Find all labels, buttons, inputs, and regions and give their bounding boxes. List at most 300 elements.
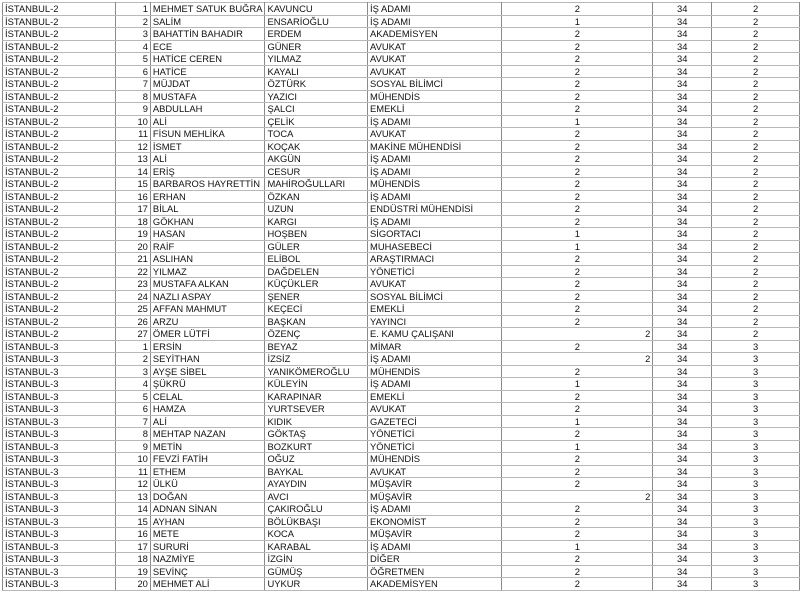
cell-list-number: 16 bbox=[116, 528, 150, 541]
table-row bbox=[3, 253, 800, 266]
cell-value-b: 34 bbox=[653, 528, 712, 541]
cell-value-c: 2 bbox=[712, 228, 800, 241]
cell-district: İSTANBUL-3 bbox=[3, 565, 116, 578]
cell-last-name: UZUN bbox=[265, 203, 368, 216]
cell-value-c: 2 bbox=[712, 215, 800, 228]
cell-first-name: BAHATTİN BAHADIR bbox=[150, 28, 265, 41]
cell-first-name: YILMAZ bbox=[150, 265, 265, 278]
cell-first-name: MUSTAFA ALKAN bbox=[150, 278, 265, 291]
cell-first-name: ASLIHAN bbox=[150, 253, 265, 266]
table-body bbox=[3, 3, 800, 591]
cell-value-c: 2 bbox=[712, 3, 800, 16]
cell-value-a: 2 bbox=[502, 78, 653, 91]
cell-value-a: 2 bbox=[502, 578, 653, 591]
cell-value-a: 2 bbox=[502, 165, 653, 178]
cell-last-name: HOŞBEN bbox=[265, 228, 368, 241]
cell-profession: ARAŞTIRMACI bbox=[368, 253, 502, 266]
table-row bbox=[3, 515, 800, 528]
cell-district: İSTANBUL-2 bbox=[3, 315, 116, 328]
cell-value-c: 3 bbox=[712, 428, 800, 441]
cell-profession: MÜHENDİS bbox=[368, 178, 502, 191]
cell-value-b: 34 bbox=[653, 190, 712, 203]
cell-list-number: 7 bbox=[116, 415, 150, 428]
cell-list-number: 18 bbox=[116, 553, 150, 566]
cell-value-c: 2 bbox=[712, 328, 800, 341]
cell-value-c: 2 bbox=[712, 40, 800, 53]
cell-last-name: KARAPINAR bbox=[265, 390, 368, 403]
table-row bbox=[3, 140, 800, 153]
cell-value-b: 34 bbox=[653, 478, 712, 491]
cell-value-b: 34 bbox=[653, 103, 712, 116]
cell-list-number: 14 bbox=[116, 165, 150, 178]
cell-value-a: 2 bbox=[502, 515, 653, 528]
cell-value-c: 2 bbox=[712, 265, 800, 278]
cell-first-name: SURURİ bbox=[150, 540, 265, 553]
cell-profession: SİGORTACI bbox=[368, 228, 502, 241]
cell-value-a: 1 bbox=[502, 540, 653, 553]
table-row bbox=[3, 503, 800, 516]
cell-district: İSTANBUL-2 bbox=[3, 153, 116, 166]
cell-first-name: AYŞE SİBEL bbox=[150, 365, 265, 378]
cell-value-a: 2 bbox=[502, 153, 653, 166]
cell-last-name: ŞENER bbox=[265, 290, 368, 303]
cell-last-name: DAĞDELEN bbox=[265, 265, 368, 278]
cell-district: İSTANBUL-2 bbox=[3, 253, 116, 266]
cell-last-name: ÇAKIROĞLU bbox=[265, 503, 368, 516]
cell-value-b: 34 bbox=[653, 90, 712, 103]
cell-district: İSTANBUL-3 bbox=[3, 453, 116, 466]
cell-value-c: 2 bbox=[712, 115, 800, 128]
cell-value-a: 2 bbox=[502, 90, 653, 103]
cell-list-number: 23 bbox=[116, 278, 150, 291]
cell-value-b: 34 bbox=[653, 40, 712, 53]
cell-district: İSTANBUL-2 bbox=[3, 15, 116, 28]
cell-profession: AKADEMİSYEN bbox=[368, 28, 502, 41]
cell-last-name: KIDIK bbox=[265, 415, 368, 428]
cell-profession: MAKİNE MÜHENDİSİ bbox=[368, 140, 502, 153]
cell-district: İSTANBUL-3 bbox=[3, 503, 116, 516]
cell-profession: AVUKAT bbox=[368, 128, 502, 141]
cell-first-name: ERİŞ bbox=[150, 165, 265, 178]
cell-last-name: İZGİN bbox=[265, 553, 368, 566]
table-row bbox=[3, 578, 800, 591]
cell-list-number: 3 bbox=[116, 365, 150, 378]
cell-value-b: 34 bbox=[653, 65, 712, 78]
cell-list-number: 15 bbox=[116, 178, 150, 191]
cell-value-c: 2 bbox=[712, 28, 800, 41]
cell-profession: MÜŞAVİR bbox=[368, 528, 502, 541]
cell-last-name: GÜMÜŞ bbox=[265, 565, 368, 578]
table-row bbox=[3, 278, 800, 291]
cell-first-name: MEHTAP NAZAN bbox=[150, 428, 265, 441]
cell-first-name: ALİ bbox=[150, 415, 265, 428]
cell-list-number: 10 bbox=[116, 453, 150, 466]
cell-profession: E. KAMU ÇALIŞANI bbox=[368, 328, 502, 341]
cell-list-number: 15 bbox=[116, 515, 150, 528]
cell-district: İSTANBUL-2 bbox=[3, 303, 116, 316]
cell-last-name: ELİBOL bbox=[265, 253, 368, 266]
cell-first-name: SALİM bbox=[150, 15, 265, 28]
cell-last-name: ÖZKAN bbox=[265, 190, 368, 203]
cell-value-c: 3 bbox=[712, 378, 800, 391]
table-row bbox=[3, 228, 800, 241]
cell-profession: YÖNETİCİ bbox=[368, 440, 502, 453]
cell-district: İSTANBUL-2 bbox=[3, 290, 116, 303]
cell-value-c: 3 bbox=[712, 403, 800, 416]
cell-district: İSTANBUL-2 bbox=[3, 203, 116, 216]
cell-value-b: 34 bbox=[653, 228, 712, 241]
cell-profession: MÜŞAVİR bbox=[368, 490, 502, 503]
cell-value-b: 34 bbox=[653, 578, 712, 591]
cell-last-name: KEÇECİ bbox=[265, 303, 368, 316]
cell-last-name: UYKUR bbox=[265, 578, 368, 591]
cell-first-name: BARBAROS HAYRETTİN bbox=[150, 178, 265, 191]
cell-first-name: ETHEM bbox=[150, 465, 265, 478]
cell-profession: AVUKAT bbox=[368, 40, 502, 53]
cell-value-b: 34 bbox=[653, 128, 712, 141]
table-row bbox=[3, 440, 800, 453]
table-row bbox=[3, 415, 800, 428]
table-row bbox=[3, 153, 800, 166]
cell-first-name: ŞÜKRÜ bbox=[150, 378, 265, 391]
cell-value-a: 2 bbox=[502, 315, 653, 328]
cell-last-name: ÖZTÜRK bbox=[265, 78, 368, 91]
cell-first-name: SEVİNÇ bbox=[150, 565, 265, 578]
cell-first-name: DOĞAN bbox=[150, 490, 265, 503]
cell-district: İSTANBUL-2 bbox=[3, 40, 116, 53]
cell-value-a: 2 bbox=[502, 103, 653, 116]
cell-first-name: FEVZİ FATİH bbox=[150, 453, 265, 466]
cell-district: İSTANBUL-3 bbox=[3, 540, 116, 553]
cell-value-b: 34 bbox=[653, 453, 712, 466]
cell-profession: İŞ ADAMI bbox=[368, 353, 502, 366]
cell-value-a: 2 bbox=[502, 340, 653, 353]
cell-list-number: 9 bbox=[116, 103, 150, 116]
cell-last-name: KÜÇÜKLER bbox=[265, 278, 368, 291]
cell-district: İSTANBUL-3 bbox=[3, 553, 116, 566]
cell-value-c: 3 bbox=[712, 515, 800, 528]
table-row bbox=[3, 165, 800, 178]
cell-list-number: 14 bbox=[116, 503, 150, 516]
cell-list-number: 11 bbox=[116, 128, 150, 141]
cell-value-b: 34 bbox=[653, 465, 712, 478]
cell-profession: ENDÜSTRİ MÜHENDİSİ bbox=[368, 203, 502, 216]
cell-value-b: 34 bbox=[653, 365, 712, 378]
cell-first-name: ECE bbox=[150, 40, 265, 53]
cell-profession: EMEKLİ bbox=[368, 390, 502, 403]
cell-value-b: 34 bbox=[653, 253, 712, 266]
cell-district: İSTANBUL-2 bbox=[3, 78, 116, 91]
cell-value-c: 2 bbox=[712, 178, 800, 191]
cell-list-number: 17 bbox=[116, 540, 150, 553]
cell-value-b: 34 bbox=[653, 303, 712, 316]
cell-value-c: 3 bbox=[712, 540, 800, 553]
cell-value-a: 2 bbox=[502, 278, 653, 291]
cell-value-b: 34 bbox=[653, 503, 712, 516]
cell-last-name: MAHİROĞULLARI bbox=[265, 178, 368, 191]
cell-profession: AVUKAT bbox=[368, 65, 502, 78]
table-row bbox=[3, 78, 800, 91]
cell-last-name: TOCA bbox=[265, 128, 368, 141]
table-row bbox=[3, 115, 800, 128]
table-row bbox=[3, 240, 800, 253]
cell-first-name: ARZU bbox=[150, 315, 265, 328]
cell-district: İSTANBUL-2 bbox=[3, 228, 116, 241]
cell-last-name: AKGÜN bbox=[265, 153, 368, 166]
table-row bbox=[3, 290, 800, 303]
cell-value-c: 2 bbox=[712, 65, 800, 78]
cell-profession: İŞ ADAMI bbox=[368, 215, 502, 228]
cell-profession: İŞ ADAMI bbox=[368, 190, 502, 203]
cell-list-number: 3 bbox=[116, 28, 150, 41]
cell-list-number: 8 bbox=[116, 428, 150, 441]
cell-value-c: 3 bbox=[712, 390, 800, 403]
cell-list-number: 6 bbox=[116, 403, 150, 416]
cell-value-c: 2 bbox=[712, 53, 800, 66]
cell-district: İSTANBUL-3 bbox=[3, 440, 116, 453]
table-row bbox=[3, 565, 800, 578]
cell-district: İSTANBUL-3 bbox=[3, 490, 116, 503]
cell-district: İSTANBUL-2 bbox=[3, 140, 116, 153]
cell-first-name: MEHMET ALİ bbox=[150, 578, 265, 591]
cell-profession: YÖNETİCİ bbox=[368, 265, 502, 278]
cell-value-a: 1 bbox=[502, 15, 653, 28]
table-row bbox=[3, 340, 800, 353]
cell-last-name: İZSİZ bbox=[265, 353, 368, 366]
cell-list-number: 20 bbox=[116, 240, 150, 253]
cell-value-a: 2 bbox=[502, 490, 653, 503]
cell-first-name: BİLAL bbox=[150, 203, 265, 216]
cell-district: İSTANBUL-2 bbox=[3, 53, 116, 66]
cell-last-name: BOZKURT bbox=[265, 440, 368, 453]
cell-district: İSTANBUL-3 bbox=[3, 340, 116, 353]
cell-district: İSTANBUL-3 bbox=[3, 428, 116, 441]
cell-profession: MÜHENDİS bbox=[368, 365, 502, 378]
table-row bbox=[3, 453, 800, 466]
table-row bbox=[3, 540, 800, 553]
cell-value-b: 34 bbox=[653, 403, 712, 416]
cell-last-name: KOCA bbox=[265, 528, 368, 541]
cell-first-name: MÜJDAT bbox=[150, 78, 265, 91]
cell-value-a: 1 bbox=[502, 115, 653, 128]
cell-profession: YAYINCI bbox=[368, 315, 502, 328]
cell-profession: MÜHENDİS bbox=[368, 453, 502, 466]
cell-profession: AVUKAT bbox=[368, 53, 502, 66]
cell-value-c: 2 bbox=[712, 153, 800, 166]
cell-last-name: YANIKÖMEROĞLU bbox=[265, 365, 368, 378]
cell-first-name: GÖKHAN bbox=[150, 215, 265, 228]
cell-value-b: 34 bbox=[653, 153, 712, 166]
cell-district: İSTANBUL-2 bbox=[3, 165, 116, 178]
cell-first-name: RAİF bbox=[150, 240, 265, 253]
cell-profession: EKONOMİST bbox=[368, 515, 502, 528]
cell-value-c: 3 bbox=[712, 365, 800, 378]
cell-profession: MÜŞAVİR bbox=[368, 478, 502, 491]
cell-list-number: 21 bbox=[116, 253, 150, 266]
cell-value-c: 2 bbox=[712, 90, 800, 103]
cell-profession: SOSYAL BİLİMCİ bbox=[368, 78, 502, 91]
cell-district: İSTANBUL-2 bbox=[3, 65, 116, 78]
cell-last-name: KÜLEYİN bbox=[265, 378, 368, 391]
table-row bbox=[3, 428, 800, 441]
cell-value-b: 34 bbox=[653, 278, 712, 291]
cell-first-name: ERHAN bbox=[150, 190, 265, 203]
cell-list-number: 27 bbox=[116, 328, 150, 341]
cell-list-number: 16 bbox=[116, 190, 150, 203]
cell-value-a: 1 bbox=[502, 378, 653, 391]
table-row bbox=[3, 190, 800, 203]
cell-first-name: HAMZA bbox=[150, 403, 265, 416]
cell-list-number: 2 bbox=[116, 353, 150, 366]
cell-value-a: 2 bbox=[502, 28, 653, 41]
table-row bbox=[3, 365, 800, 378]
cell-value-a: 2 bbox=[502, 328, 653, 341]
cell-profession: SOSYAL BİLİMCİ bbox=[368, 290, 502, 303]
cell-profession: DİĞER bbox=[368, 553, 502, 566]
cell-value-c: 3 bbox=[712, 490, 800, 503]
cell-value-c: 3 bbox=[712, 528, 800, 541]
cell-list-number: 5 bbox=[116, 53, 150, 66]
cell-value-a: 1 bbox=[502, 415, 653, 428]
cell-first-name: CELAL bbox=[150, 390, 265, 403]
cell-profession: AVUKAT bbox=[368, 465, 502, 478]
cell-list-number: 7 bbox=[116, 78, 150, 91]
cell-value-b: 34 bbox=[653, 203, 712, 216]
cell-value-a: 2 bbox=[502, 303, 653, 316]
cell-value-c: 3 bbox=[712, 465, 800, 478]
table-row bbox=[3, 53, 800, 66]
cell-last-name: KOÇAK bbox=[265, 140, 368, 153]
cell-value-b: 34 bbox=[653, 290, 712, 303]
cell-first-name: İSMET bbox=[150, 140, 265, 153]
cell-first-name: ABDULLAH bbox=[150, 103, 265, 116]
cell-value-a: 2 bbox=[502, 478, 653, 491]
cell-last-name: KAYALI bbox=[265, 65, 368, 78]
table-row bbox=[3, 203, 800, 216]
cell-value-b: 34 bbox=[653, 415, 712, 428]
table-row bbox=[3, 353, 800, 366]
table-row bbox=[3, 303, 800, 316]
cell-value-a: 1 bbox=[502, 228, 653, 241]
cell-profession: AVUKAT bbox=[368, 278, 502, 291]
cell-list-number: 13 bbox=[116, 490, 150, 503]
cell-list-number: 26 bbox=[116, 315, 150, 328]
cell-last-name: KARABAL bbox=[265, 540, 368, 553]
cell-value-a: 2 bbox=[502, 190, 653, 203]
cell-list-number: 11 bbox=[116, 465, 150, 478]
cell-value-c: 2 bbox=[712, 15, 800, 28]
cell-value-c: 3 bbox=[712, 503, 800, 516]
cell-value-a: 2 bbox=[502, 253, 653, 266]
cell-first-name: ERSİN bbox=[150, 340, 265, 353]
cell-last-name: OĞUZ bbox=[265, 453, 368, 466]
cell-first-name: ALİ bbox=[150, 115, 265, 128]
cell-value-a: 2 bbox=[502, 3, 653, 16]
table-row bbox=[3, 215, 800, 228]
table-row bbox=[3, 128, 800, 141]
cell-profession: YÖNETİCİ bbox=[368, 428, 502, 441]
cell-first-name: ADNAN SİNAN bbox=[150, 503, 265, 516]
cell-last-name: YURTSEVER bbox=[265, 403, 368, 416]
cell-last-name: AVCI bbox=[265, 490, 368, 503]
cell-value-b: 34 bbox=[653, 565, 712, 578]
table-row bbox=[3, 378, 800, 391]
cell-district: İSTANBUL-2 bbox=[3, 278, 116, 291]
cell-value-b: 34 bbox=[653, 515, 712, 528]
cell-value-b: 34 bbox=[653, 15, 712, 28]
cell-first-name: HATİCE CEREN bbox=[150, 53, 265, 66]
cell-list-number: 13 bbox=[116, 153, 150, 166]
cell-district: İSTANBUL-2 bbox=[3, 265, 116, 278]
cell-value-a: 2 bbox=[502, 265, 653, 278]
cell-list-number: 20 bbox=[116, 578, 150, 591]
cell-value-a: 2 bbox=[502, 390, 653, 403]
cell-district: İSTANBUL-2 bbox=[3, 190, 116, 203]
cell-value-b: 34 bbox=[653, 240, 712, 253]
cell-profession: MÜHENDİS bbox=[368, 90, 502, 103]
cell-value-c: 2 bbox=[712, 253, 800, 266]
cell-district: İSTANBUL-3 bbox=[3, 515, 116, 528]
cell-first-name: NAZMİYE bbox=[150, 553, 265, 566]
cell-value-c: 3 bbox=[712, 478, 800, 491]
cell-value-a: 2 bbox=[502, 203, 653, 216]
cell-value-a: 2 bbox=[502, 553, 653, 566]
cell-last-name: BAYKAL bbox=[265, 465, 368, 478]
cell-district: İSTANBUL-3 bbox=[3, 465, 116, 478]
cell-value-a: 2 bbox=[502, 365, 653, 378]
candidate-table bbox=[2, 2, 800, 591]
cell-district: İSTANBUL-2 bbox=[3, 103, 116, 116]
cell-value-b: 34 bbox=[653, 490, 712, 503]
cell-value-a: 2 bbox=[502, 353, 653, 366]
table-row bbox=[3, 478, 800, 491]
cell-list-number: 9 bbox=[116, 440, 150, 453]
cell-list-number: 1 bbox=[116, 3, 150, 16]
cell-district: İSTANBUL-2 bbox=[3, 328, 116, 341]
cell-first-name: HATİCE bbox=[150, 65, 265, 78]
cell-value-c: 3 bbox=[712, 415, 800, 428]
cell-district: İSTANBUL-3 bbox=[3, 528, 116, 541]
table-row bbox=[3, 103, 800, 116]
cell-district: İSTANBUL-2 bbox=[3, 115, 116, 128]
cell-value-b: 34 bbox=[653, 328, 712, 341]
cell-list-number: 2 bbox=[116, 15, 150, 28]
cell-first-name: FİSUN MEHLİKA bbox=[150, 128, 265, 141]
cell-value-b: 34 bbox=[653, 53, 712, 66]
cell-value-c: 3 bbox=[712, 340, 800, 353]
table-row bbox=[3, 403, 800, 416]
table-row bbox=[3, 65, 800, 78]
table-row bbox=[3, 465, 800, 478]
cell-last-name: BAŞKAN bbox=[265, 315, 368, 328]
cell-first-name: NAZLI ASPAY bbox=[150, 290, 265, 303]
cell-district: İSTANBUL-3 bbox=[3, 390, 116, 403]
cell-district: İSTANBUL-3 bbox=[3, 353, 116, 366]
cell-list-number: 4 bbox=[116, 378, 150, 391]
cell-list-number: 8 bbox=[116, 90, 150, 103]
cell-list-number: 1 bbox=[116, 340, 150, 353]
table-row bbox=[3, 28, 800, 41]
table-row bbox=[3, 3, 800, 16]
cell-value-b: 34 bbox=[653, 178, 712, 191]
cell-first-name: ALİ bbox=[150, 153, 265, 166]
table-row bbox=[3, 490, 800, 503]
table-row bbox=[3, 528, 800, 541]
cell-first-name: METİN bbox=[150, 440, 265, 453]
cell-value-b: 34 bbox=[653, 78, 712, 91]
cell-last-name: GÖKTAŞ bbox=[265, 428, 368, 441]
cell-first-name: MEHMET SATUK BUĞRA bbox=[150, 3, 265, 16]
